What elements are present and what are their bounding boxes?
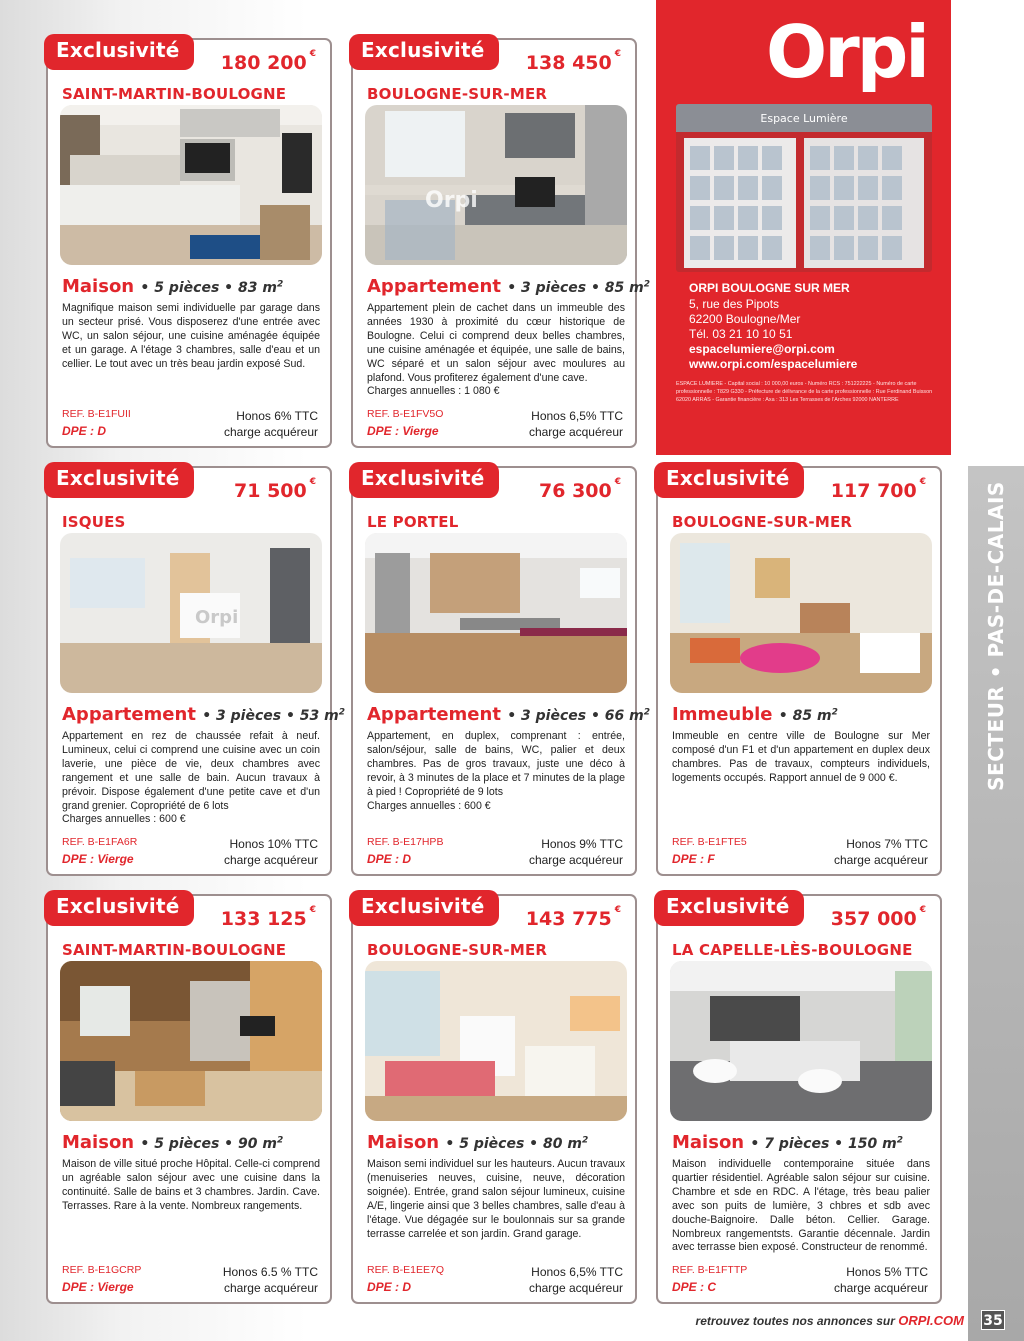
footer-text: retrouvez toutes nos annonces sur ORPI.COM	[695, 1313, 964, 1328]
listing-price: 76 300 €	[539, 477, 621, 502]
living-photo[interactable]	[60, 961, 322, 1121]
agency-city: 62200 Boulogne/Mer	[689, 312, 801, 326]
property-type: Appartement • 3 pièces • 66 $m^2$	[367, 704, 650, 725]
listing-city: ISQUES	[62, 513, 126, 531]
svg-text:Espace Lumière: Espace Lumière	[760, 112, 848, 125]
listing-card[interactable]	[656, 894, 942, 1304]
property-type: Maison • 5 pièces • 90 $m^2$	[62, 1132, 284, 1153]
listing-city: LE PORTEL	[367, 513, 459, 531]
listing-ref: REF. B-E1EE7Q	[367, 1264, 445, 1276]
sector-label: SECTEUR • PAS-DE-CALAIS	[984, 481, 1008, 791]
property-type: Maison • 5 pièces • 83 $m^2$	[62, 276, 284, 297]
property-type: Maison • 5 pièces • 80 $m^2$	[367, 1132, 589, 1153]
sector-sidebar	[968, 466, 1024, 1341]
listing-city: SAINT-MARTIN-BOULOGNE	[62, 941, 287, 959]
agency-email[interactable]: espacelumiere@orpi.com	[689, 342, 835, 356]
agency-name: ORPI BOULOGNE SUR MER	[689, 281, 850, 295]
listing-fees: Honos 10% TTC charge acquéreur	[223, 837, 318, 867]
listing-ref: REF. B-E1FA6R	[62, 836, 138, 848]
svg-text:Orpi: Orpi	[425, 188, 478, 213]
exclusive-badge: Exclusivité	[349, 462, 499, 498]
listing-description: Appartement plein de cachet dans un immeuble des années 1930 à proximité du cœur historique de Boulogne. Celui ci comprend deux belles chambres, une cuisine aménagée et équipée, une salle de bains, WC séparé et un salon séjour avec moulures au plafond. Vous profiterez également d'une cave. Charges annuelles : 1 080 €	[367, 302, 625, 398]
listing-ref: REF. B-E1FV5O	[367, 408, 444, 420]
exclusive-badge: Exclusivité	[654, 462, 804, 498]
listing-price: 138 450 €	[525, 49, 621, 74]
listing-city: SAINT-MARTIN-BOULOGNE	[62, 85, 287, 103]
agency-website[interactable]: www.orpi.com/espacelumiere	[689, 357, 858, 371]
agency-panel	[656, 0, 951, 455]
listing-price: 133 125 €	[220, 905, 316, 930]
listing-fees: Honos 9% TTC charge acquéreur	[528, 837, 623, 867]
listing-city: BOULOGNE-SUR-MER	[367, 941, 548, 959]
exclusive-badge: Exclusivité	[44, 890, 194, 926]
listing-price: 143 775 €	[525, 905, 621, 930]
svg-text:Orpi: Orpi	[195, 607, 239, 628]
listing-city: LA CAPELLE-LÈS-BOULOGNE	[672, 941, 913, 959]
kitchen-photo[interactable]	[60, 105, 322, 265]
listing-card[interactable]	[46, 466, 345, 876]
listing-description: Appartement en rez de chaussée refait à neuf. Lumineux, celui ci comprend une cuisine avec un coin laverie, une pièce de vie, deux chambres avec rangement et une salle de bain. Aucun travaux à prévoir. Dispose également d'une petite cave et d'un grand grenier. Copropriété de 6 lots Charges annuelles : 600 €	[62, 730, 320, 826]
exclusive-badge: Exclusivité	[349, 890, 499, 926]
listing-fees: Honos 7% TTC charge acquéreur	[833, 837, 928, 867]
property-type: Appartement • 3 pièces • 85 $m^2$	[367, 276, 650, 297]
listing-description: Maison individuelle contemporaine située dans quartier résidentiel. Agréable salon séjour sur cuisine. Chambre et sde en RDC. A l'étage, très beau palier avec son puits de lumière, 3 chbres et sdb avec douche-Baignoire. Dalle béton. Cellier. Garage. Nombreux rangementsts. Garantie décennale. Jardin avec terrasse bien exposé. Constructeur de renommé.	[672, 1158, 930, 1254]
listing-card[interactable]	[46, 38, 332, 448]
kitchen-photo[interactable]	[365, 105, 627, 265]
listing-city: BOULOGNE-SUR-MER	[672, 513, 853, 531]
listing-price: 71 500 €	[234, 477, 316, 502]
orpi-logo: Orpi	[766, 10, 927, 94]
agency-phone: Tél. 03 21 10 10 51	[689, 327, 793, 341]
listing-ref: REF. B-E1FTE5	[672, 836, 747, 848]
room-photo[interactable]	[670, 533, 932, 693]
room-photo[interactable]	[60, 533, 322, 693]
listing-price: 180 200 €	[220, 49, 316, 74]
property-type: Immeuble • 85 $m^2$	[672, 704, 838, 725]
exclusive-badge: Exclusivité	[44, 462, 194, 498]
dpe-rating: DPE : Vierge	[62, 852, 134, 866]
listing-description: Maison semi individuel sur les hauteurs. Aucun travaux (menuiseries neuves, cuisine, neuve, décoration soignée). Entrée, grand salon séjour lumineux, cuisine A/E, lingerie ainsi que 3 belles chambres, salle d'eau à l'étage. Vue dégagée sur le boulonnais sur sa grande terrasse carrelée et son jardin. Grand garage.	[367, 1158, 625, 1240]
dpe-rating: DPE : C	[672, 1280, 717, 1294]
listing-price: 117 700 €	[830, 477, 926, 502]
listing-fees: Honos 6.5 % TTC charge acquéreur	[222, 1265, 318, 1295]
listing-fees: Honos 6,5% TTC charge acquéreur	[528, 409, 623, 439]
dpe-rating: DPE : D	[367, 852, 412, 866]
dpe-rating: DPE : D	[367, 1280, 412, 1294]
exclusive-badge: Exclusivité	[44, 34, 194, 70]
listing-ref: REF. B-E1FTTP	[672, 1264, 748, 1276]
listing-ref: REF. B-E17HPB	[367, 836, 444, 848]
listing-description: Magnifique maison semi individuelle par garage dans un secteur prisé. Vous disposerez d'une entrée avec WC, un salon séjour, une cuisine aménagée équipée et un garage. A l'étage 3 chambres, salle d'eau et un cellier. Le tout avec un très beau jardin exposé Sud.	[62, 302, 320, 370]
dpe-rating: DPE : Vierge	[367, 424, 439, 438]
footer-link[interactable]: ORPI.COM	[898, 1313, 964, 1328]
listing-card[interactable]	[351, 466, 650, 876]
dining-photo[interactable]	[365, 961, 627, 1121]
listing-card[interactable]	[351, 894, 637, 1304]
storefront-photo	[676, 104, 932, 272]
listing-card[interactable]	[351, 38, 650, 448]
dpe-rating: DPE : F	[672, 852, 715, 866]
room-photo[interactable]	[365, 533, 627, 693]
dining-photo[interactable]	[670, 961, 932, 1121]
listing-description: Maison de ville situé proche Hôpital. Celle-ci comprend un agréable salon séjour avec une cuisine dans la continuité. Salle de bains et 3 chambres. Jardin. Cave. Terrasses. Rare à la vente. Nombreux rangements.	[62, 1158, 320, 1212]
listing-description: Appartement, en duplex, comprenant : entrée, salon/séjour, salle de bains, WC, palier et deux chambres. Pas de gros travaux, juste une déco à revoir, à 3 minutes de la place et 7 minutes de la plage à pied ! Copropriété de 9 lots Charges annuelles : 600 €	[367, 730, 625, 812]
agency-contact	[689, 297, 857, 372]
property-type: Maison • 7 pièces • 150 $m^2$	[672, 1132, 903, 1153]
listing-card[interactable]	[46, 894, 332, 1304]
listing-city: BOULOGNE-SUR-MER	[367, 85, 548, 103]
listing-card[interactable]	[656, 466, 942, 876]
exclusive-badge: Exclusivité	[349, 34, 499, 70]
listing-ref: REF. B-E1GCRP	[62, 1264, 142, 1276]
property-type: Appartement • 3 pièces • 53 $m^2$	[62, 704, 345, 725]
listing-fees: Honos 5% TTC charge acquéreur	[833, 1265, 928, 1295]
listing-ref: REF. B-E1FUII	[62, 408, 131, 420]
listing-fees: Honos 6,5% TTC charge acquéreur	[528, 1265, 623, 1295]
dpe-rating: DPE : D	[62, 424, 107, 438]
page-number: 35	[981, 1310, 1005, 1330]
exclusive-badge: Exclusivité	[654, 890, 804, 926]
listing-fees: Honos 6% TTC charge acquéreur	[223, 409, 318, 439]
dpe-rating: DPE : Vierge	[62, 1280, 134, 1294]
agency-address: 5, rue des Pipots	[689, 297, 780, 311]
agency-legal: ESPACE LUMIERE - Capital social : 10 000,00 euros - Numéro RCS : 751222225 - Numéro de carte professionnelle : T829 G330 - Préfecture de délivrance de la carte professionnelle : Rue Ferdinand Buisson 62020 ARRAS - Garantie financière : Axa : 313 Les Terrasses de l'Arches 92000 NANTERRE	[676, 381, 933, 403]
listing-description: Immeuble en centre ville de Boulogne sur Mer composé d'un F1 et d'un appartement en duplex deux chambres. Pas de travaux, compteurs individuels, logements occupés. Rapport annuel de 9 000 €.	[672, 730, 930, 784]
listing-price: 357 000 €	[830, 905, 926, 930]
